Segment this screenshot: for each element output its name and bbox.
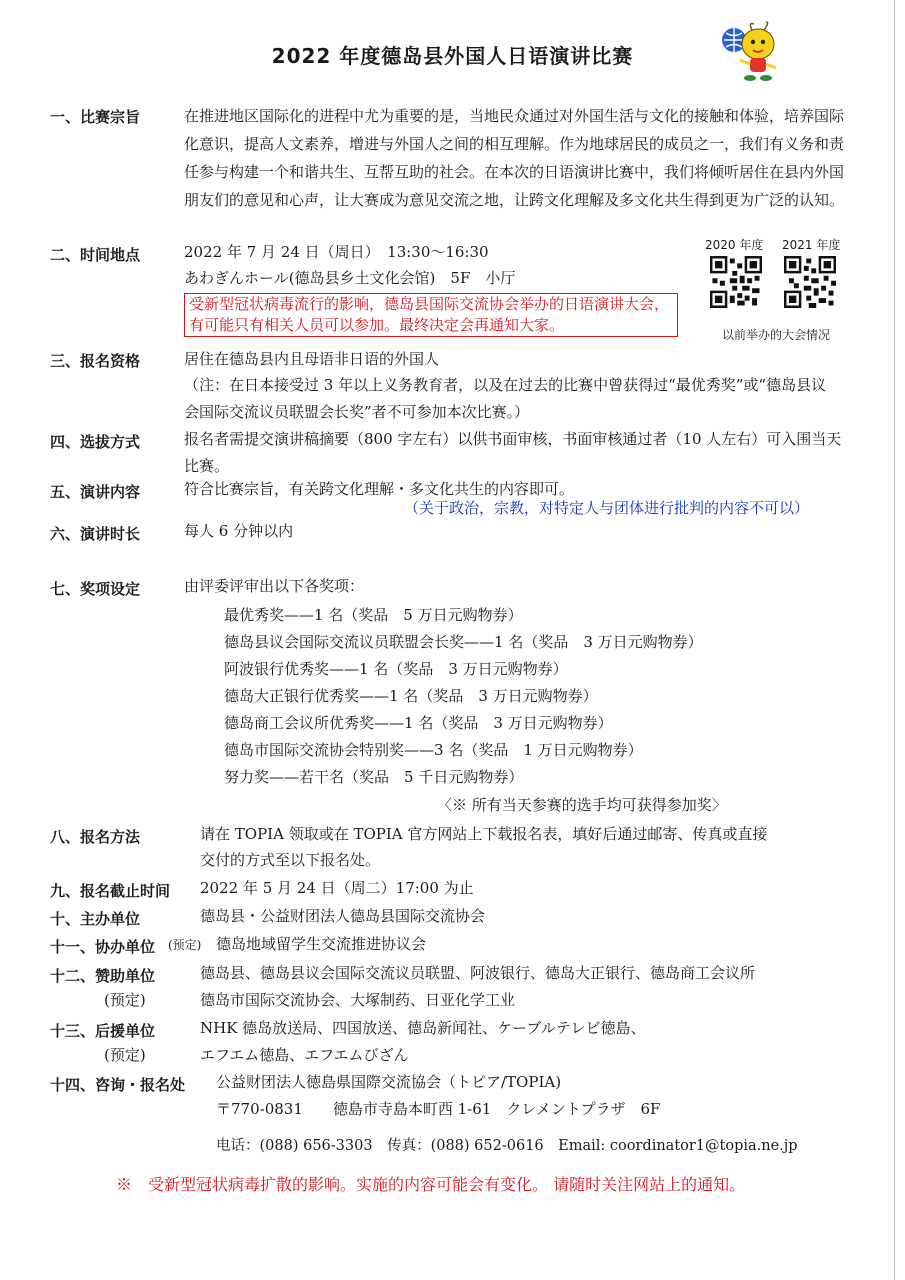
eligibility-note: （注：在日本接受过 3 年以上义务教育者，以及在过去的比赛中曾获得过“最优秀奖”或“德岛县议会国际交流议员联盟会长奖”者不可参加本次比赛。）	[184, 376, 827, 421]
qr-label-2020: 2020 年度	[705, 238, 764, 252]
mascot-icon	[720, 20, 786, 84]
sponsor-tentative-tag: (预定)	[104, 991, 146, 1009]
support-line1: NHK 德岛放送局、四国放送、德岛新闻社、ケーブルテレビ徳島、	[200, 1019, 646, 1037]
qr-code-2020-icon[interactable]	[710, 256, 762, 308]
speech-duration-text: 每人 6 分钟以内	[184, 522, 294, 540]
support-tentative-tag: (预定)	[104, 1046, 146, 1064]
awards-intro: 由评委评审出以下各奖项：	[184, 577, 365, 595]
section-cosponsor-label: 十一、协办单位	[50, 938, 156, 956]
award-item: 努力奖——若干名（奖品 5 千日元购物券）	[224, 768, 524, 786]
qr-code-2021-icon[interactable]	[784, 256, 836, 308]
section-support-label: 十三、后援单位	[50, 1022, 156, 1040]
sponsor-line2: 德岛市国际交流协会、大塚制药、日亚化学工业	[200, 991, 516, 1009]
event-datetime: 2022 年 7 月 24 日（周日） 13:30～16:30	[184, 243, 489, 261]
contact-address: 〒770-0831 徳島市寺島本町西 1-61 クレメントプラザ 6F	[216, 1100, 661, 1118]
section-purpose-text: 在推进地区国际化的进程中尤为重要的是，当地民众通过对外国生活与文化的接触和体验，培养国际化意识，提高人文素养，增进与外国人之间的相互理解。作为地球居民的成员之一，我们有义务和责任参与构建一个和谐共生、互帮互助的社会。在本次的日语演讲比赛中，我们将倾听居住在县内外国朋友们的意见和心声，让大赛成为意见交流之地，让跨文化理解及多文化共生得到更为广泛的认知。	[184, 107, 845, 209]
page-title: 2022 年度德岛县外国人日语演讲比赛	[271, 44, 634, 68]
section-purpose-label: 一、比赛宗旨	[50, 108, 141, 126]
application-method-line2: 交付的方式至以下报名处。	[200, 851, 381, 869]
section-time-place-label: 二、时间地点	[50, 246, 141, 264]
covid-notice-box: 受新型冠状病毒流行的影响，德岛县国际交流协会举办的日语演讲大会，有可能只有相关人员可以参加。最终决定会再通知大家。	[184, 293, 678, 337]
speech-content-note: （关于政治，宗教，对特定人与团体进行批判的内容不可以）	[404, 499, 810, 517]
deadline-text: 2022 年 5 月 24 日（周二）17:00 为止	[200, 879, 474, 897]
contact-organization: 公益财团法人徳島県国際交流協会（トピア/TOPIA)	[216, 1073, 562, 1091]
qr-label-2021: 2021 年度	[782, 238, 841, 252]
award-item: 阿波银行优秀奖——1 名（奖品 3 万日元购物券）	[224, 660, 568, 678]
organizer-text: 德岛县・公益财团法人德岛县国际交流协会	[200, 907, 486, 925]
speech-content-text: 符合比赛宗旨，有关跨文化理解・多文化共生的内容即可。	[184, 480, 575, 498]
footer-covid-warning: ※ 受新型冠状病毒扩散的影响。实施的内容可能会有变化。 请随时关注网站上的通知。	[116, 1175, 746, 1194]
section-sponsor-label: 十二、赞助单位	[50, 967, 156, 985]
award-item: 德岛大正银行优秀奖——1 名（奖品 3 万日元购物券）	[224, 687, 598, 705]
cosponsor-tag: (预定)	[168, 938, 202, 952]
page-edge-line	[894, 0, 895, 1280]
section-eligibility-label: 三、报名资格	[50, 352, 141, 370]
section-deadline-label: 九、报名截止时间	[50, 882, 171, 900]
section-duration-label: 六、演讲时长	[50, 525, 141, 543]
section-application-label: 八、报名方法	[50, 828, 141, 846]
section-awards-label: 七、奖项设定	[50, 580, 141, 598]
selection-text: 报名者需提交演讲稿摘要（800 字左右）以供书面审核，书面审核通过者（10 人左右）可入围当天比赛。	[184, 430, 842, 475]
contact-phone-fax-email[interactable]: 电话：(088) 656-3303 传真：(088) 652-0616 Email: coordinator1@topia.ne.jp	[216, 1138, 798, 1154]
award-item: 德岛市国际交流协会特别奖——3 名（奖品 1 万日元购物券）	[224, 741, 643, 759]
eligibility-text: 居住在德岛县内且母语非日语的外国人	[184, 350, 440, 368]
section-organizer-label: 十、主办单位	[50, 910, 141, 928]
section-contact-label: 十四、咨询・报名处	[50, 1076, 186, 1094]
cosponsor-text: 德岛地域留学生交流推进协议会	[216, 935, 427, 953]
section-content-label: 五、演讲内容	[50, 483, 141, 501]
qr-caption: 以前举办的大会情况	[722, 328, 831, 342]
award-item: 最优秀奖——1 名（奖品 5 万日元购物券）	[224, 606, 523, 624]
support-line2: エフエム徳島、エフエムびざん	[200, 1046, 409, 1064]
award-item: 德岛商工会议所优秀奖——1 名（奖品 3 万日元购物券）	[224, 714, 613, 732]
application-method-line1: 请在 TOPIA 领取或在 TOPIA 官方网站上下载报名表，填好后通过邮寄、传真或直接	[200, 825, 768, 843]
sponsor-line1: 德岛县、德岛县议会国际交流议员联盟、阿波银行、德岛大正银行、德岛商工会议所	[200, 964, 756, 982]
awards-note: 〈※ 所有当天参赛的选手均可获得参加奖〉	[437, 796, 727, 814]
section-selection-label: 四、选拔方式	[50, 433, 141, 451]
event-venue: あわぎんホール(德岛县乡土文化会馆) 5F 小厅	[184, 269, 516, 287]
award-item: 德岛县议会国际交流议员联盟会长奖——1 名（奖品 3 万日元购物券）	[224, 633, 703, 651]
